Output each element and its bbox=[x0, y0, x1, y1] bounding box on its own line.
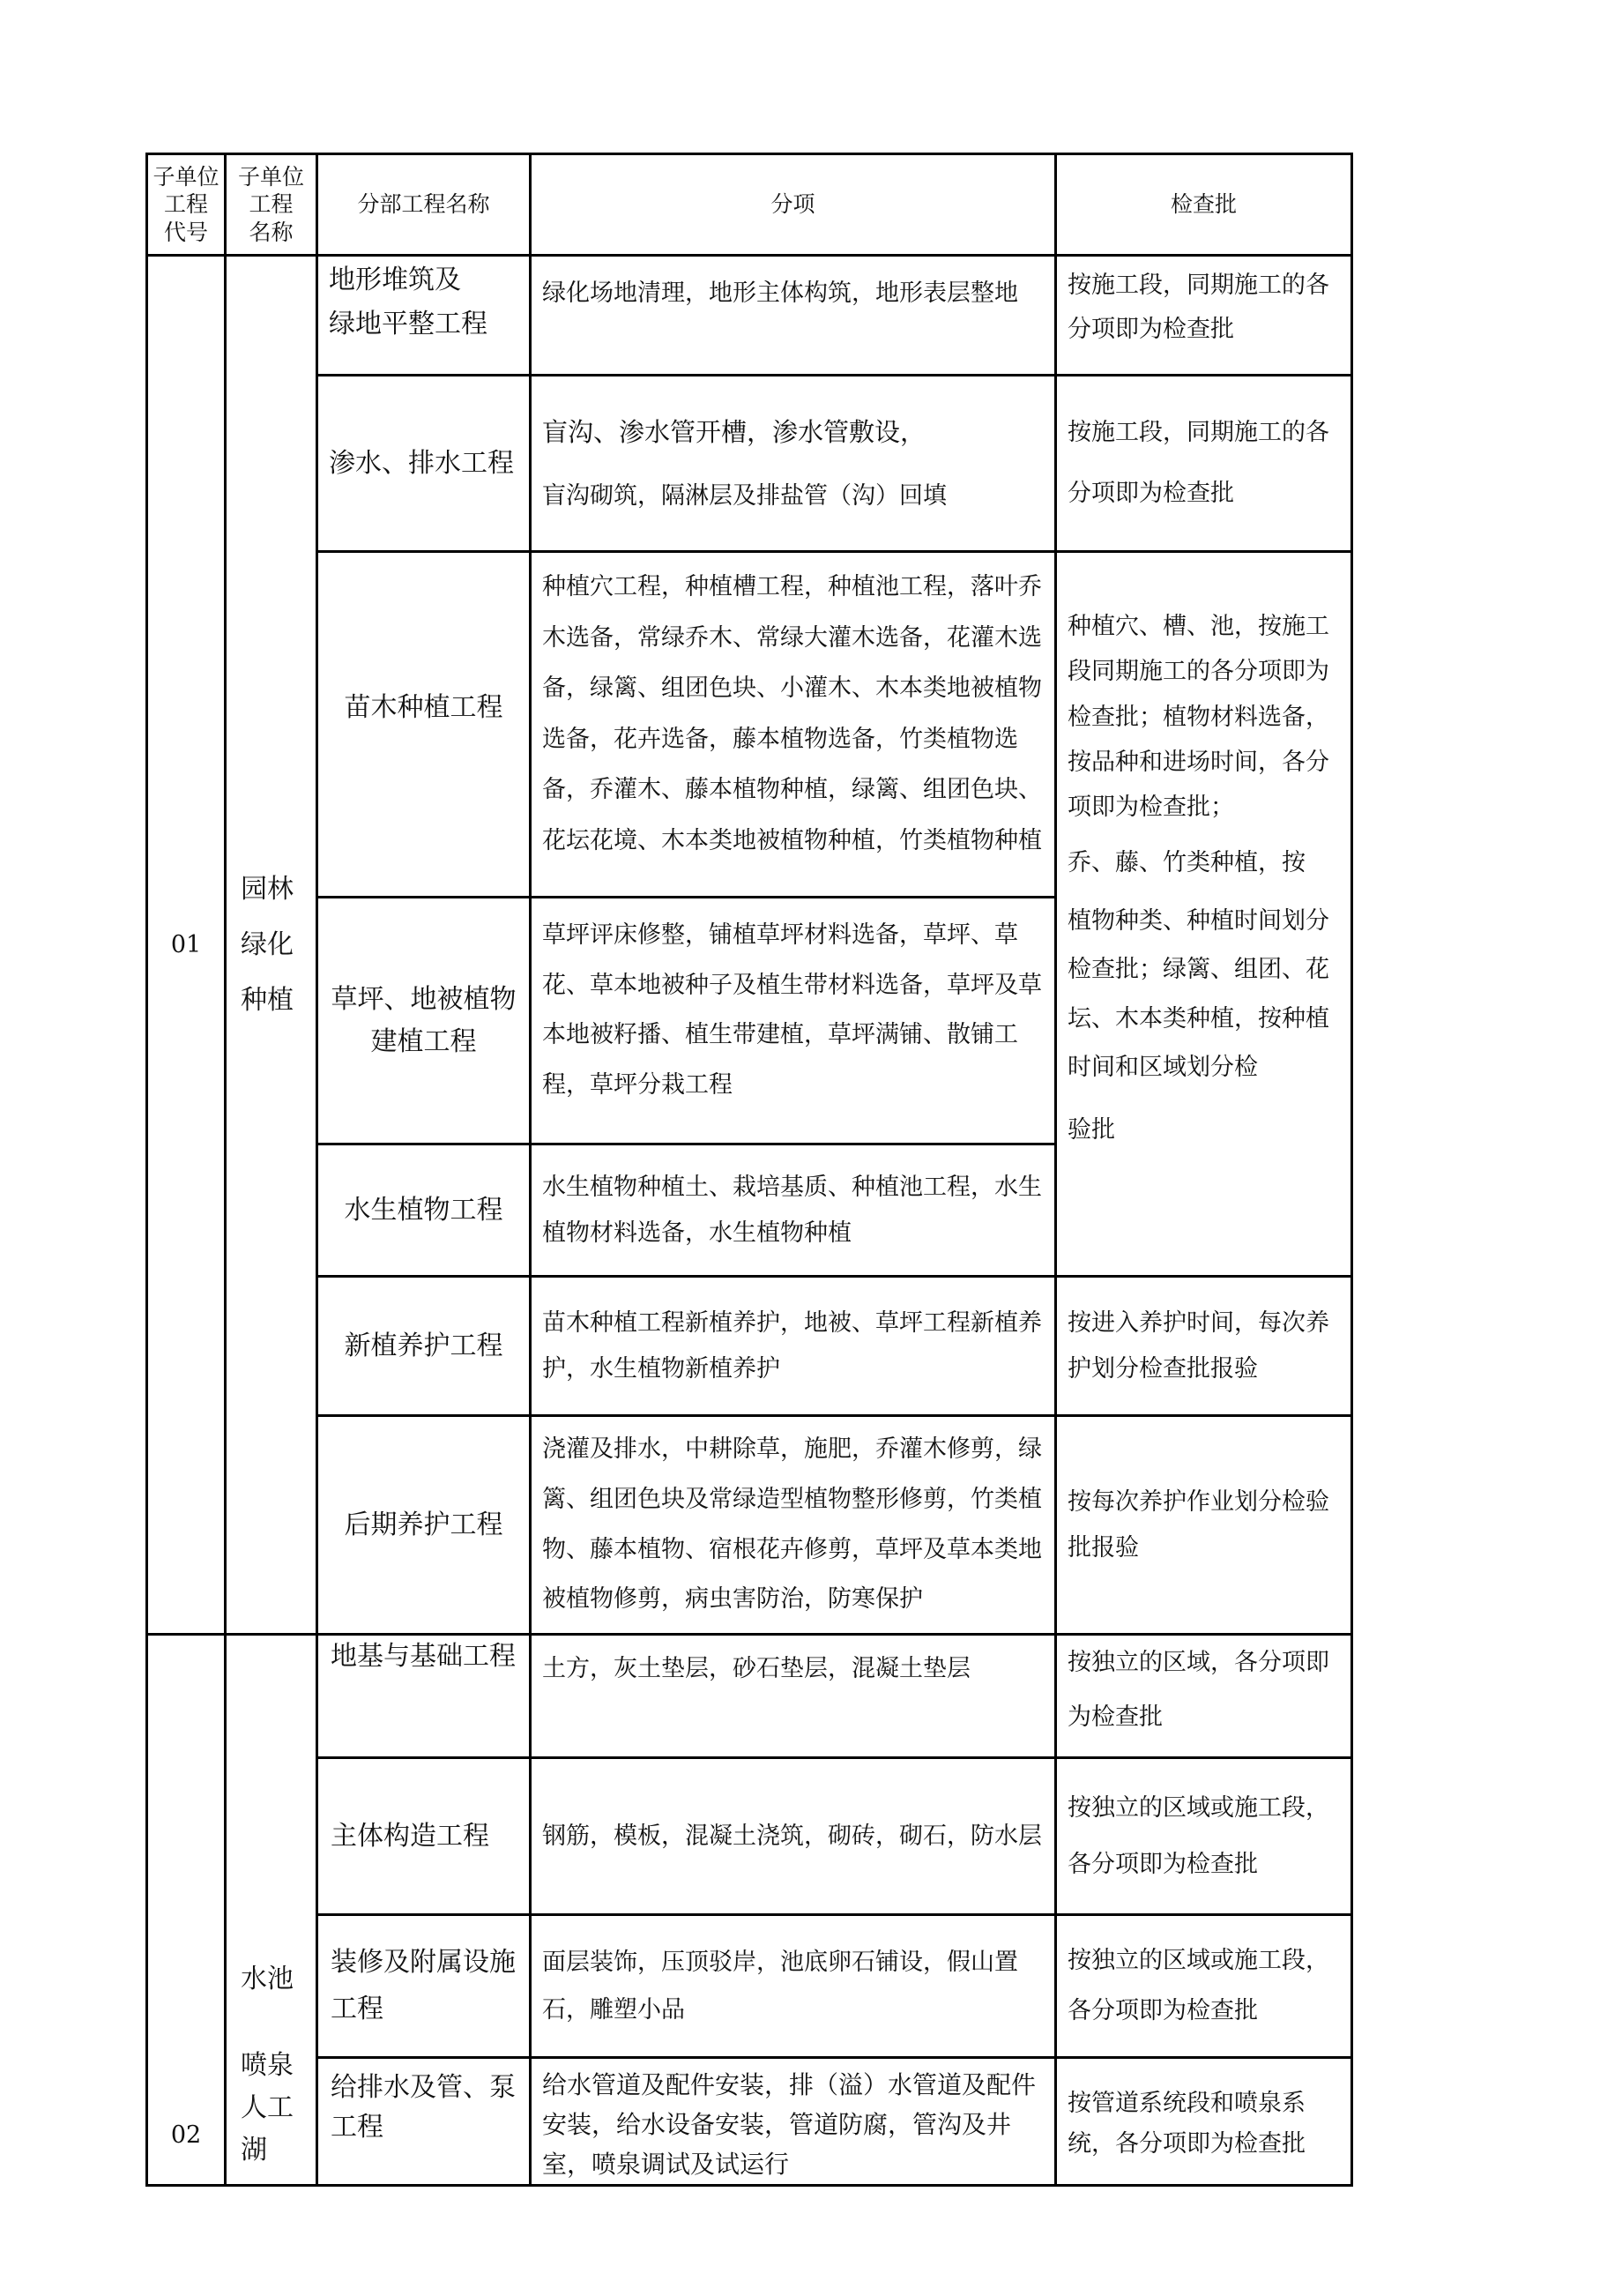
division-cell: 后期养护工程 bbox=[317, 1416, 531, 1635]
subunit-code-01: 01 bbox=[147, 256, 226, 1635]
items-cell: 水生植物种植土、栽培基质、种植池工程，水生植物材料选备，水生植物种植 bbox=[531, 1144, 1056, 1277]
items-cell: 草坪评床修整，铺植草坪材料选备，草坪、草花、草本地被种子及植生带材料选备，草坪及草本地被籽播、植生带建植，草坪满铺、散铺工程，草坪分栽工程 bbox=[531, 898, 1056, 1144]
inspection-lot-table bbox=[145, 153, 1353, 2187]
inspection-cell: 按施工段，同期施工的各分项即为检查批 bbox=[1056, 256, 1352, 376]
division-cell: 给排水及管、泵工程 bbox=[317, 2058, 531, 2186]
items-cell: 绿化场地清理，地形主体构筑，地形表层整地 bbox=[531, 256, 1056, 376]
division-cell: 草坪、地被植物建植工程 bbox=[317, 898, 531, 1144]
table-row bbox=[147, 376, 1352, 552]
items-cell: 面层装饰，压顶驳岸，池底卵石铺设，假山置石，雕塑小品 bbox=[531, 1915, 1056, 2058]
inspection-cell: 按每次养护作业划分检验批报验 bbox=[1056, 1416, 1352, 1635]
inspection-cell: 按施工段，同期施工的各分项即为检查批 bbox=[1056, 376, 1352, 552]
table-header-row bbox=[147, 154, 1352, 256]
division-cell: 装修及附属设施工程 bbox=[317, 1915, 531, 2058]
inspection-cell: 按独立的区域或施工段，各分项即为检查批 bbox=[1056, 1758, 1352, 1915]
division-cell: 新植养护工程 bbox=[317, 1277, 531, 1416]
division-cell: 地基与基础工程 bbox=[317, 1635, 531, 1758]
inspection-cell: 按独立的区域或施工段，各分项即为检查批 bbox=[1056, 1915, 1352, 2058]
division-cell: 主体构造工程 bbox=[317, 1758, 531, 1915]
table-row bbox=[147, 1758, 1352, 1915]
items-cell: 种植穴工程，种植槽工程，种植池工程，落叶乔木选备，常绿乔木、常绿大灌木选备，花灌木选备，绿篱、组团色块、小灌木、木本类地被植物选备，花卉选备，藤本植物选备，竹类植物选备，乔灌木、藤本植物种植，绿篱、组团色块、花坛花境、木本类地被植物种植，竹类植物种植 bbox=[531, 552, 1056, 898]
header-subunit-code: 子单位 工程 代号 bbox=[147, 154, 226, 256]
table-row bbox=[147, 1277, 1352, 1416]
table-row bbox=[147, 1635, 1352, 1758]
header-subunit-name: 子单位 工程 名称 bbox=[226, 154, 317, 256]
table-row bbox=[147, 2058, 1352, 2186]
items-cell: 浇灌及排水，中耕除草，施肥，乔灌木修剪，绿篱、组团色块及常绿造型植物整形修剪，竹类植物、藤本植物、宿根花卉修剪，草坪及草本类地被植物修剪，病虫害防治，防寒保护 bbox=[531, 1416, 1056, 1635]
inspection-cell: 按管道系统段和喷泉系统，各分项即为检查批 bbox=[1056, 2058, 1352, 2186]
items-cell: 盲沟、渗水管开槽，渗水管敷设， 盲沟砌筑，隔淋层及排盐管（沟）回填 bbox=[531, 376, 1056, 552]
items-cell: 钢筋，模板，混凝土浇筑，砌砖，砌石，防水层 bbox=[531, 1758, 1056, 1915]
table-row bbox=[147, 256, 1352, 376]
subunit-name-pool: 水池 喷泉 人工 湖 bbox=[226, 1635, 317, 2186]
header-inspection: 检查批 bbox=[1056, 154, 1352, 256]
items-cell: 土方，灰土垫层，砂石垫层，混凝土垫层 bbox=[531, 1635, 1056, 1758]
division-cell: 苗木种植工程 bbox=[317, 552, 531, 898]
table-row bbox=[147, 1416, 1352, 1635]
header-items: 分项 bbox=[531, 154, 1056, 256]
table-row bbox=[147, 1915, 1352, 2058]
items-cell: 给水管道及配件安装，排（溢）水管道及配件安装，给水设备安装，管道防腐，管沟及井室，喷泉调试及试运行 bbox=[531, 2058, 1056, 2186]
division-cell: 水生植物工程 bbox=[317, 1144, 531, 1277]
items-cell: 苗木种植工程新植养护，地被、草坪工程新植养护，水生植物新植养护 bbox=[531, 1277, 1056, 1416]
division-cell: 渗水、排水工程 bbox=[317, 376, 531, 552]
table-row bbox=[147, 552, 1352, 898]
inspection-cell-merged: 种植穴、槽、池，按施工段同期施工的各分项即为检查批；植物材料选备，按品种和进场时间，各分项即为检查批； 乔、藤、竹类种植，按 植物种类、种植时间划分检查批；绿篱、组团、花坛、木本类种植，按种植时间和区域划分检 验批 bbox=[1056, 552, 1352, 1277]
header-division: 分部工程名称 bbox=[317, 154, 531, 256]
subunit-code-02: 02 bbox=[147, 1635, 226, 2186]
subunit-name-landscape: 园林 绿化 种植 bbox=[226, 256, 317, 1635]
inspection-cell: 按独立的区域，各分项即为检查批 bbox=[1056, 1635, 1352, 1758]
division-cell: 地形堆筑及 绿地平整工程 bbox=[317, 256, 531, 376]
inspection-cell: 按进入养护时间，每次养护划分检查批报验 bbox=[1056, 1277, 1352, 1416]
